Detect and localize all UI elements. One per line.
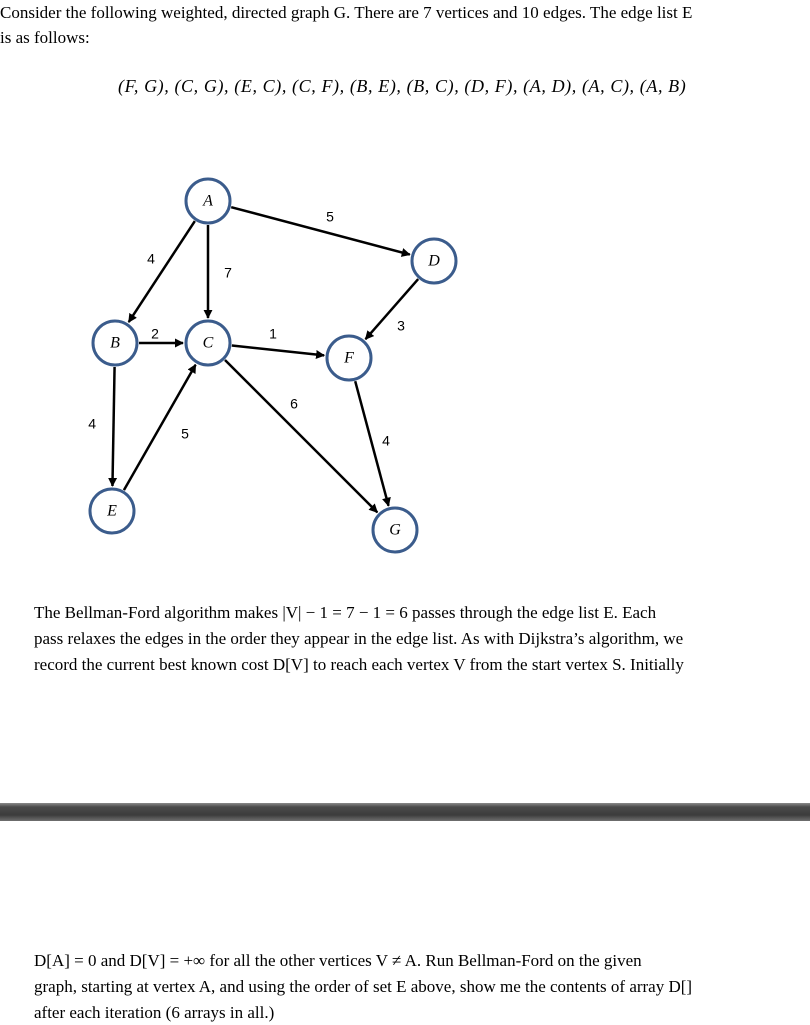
vertex-C — [186, 321, 230, 365]
edge-list: (F, G), (C, G), (E, C), (C, F), (B, E), (B, C), (D, F), (A, D), (A, C), (A, B) — [118, 76, 687, 96]
edge-weight-A-C: 7 — [224, 264, 232, 281]
edge-B-E — [112, 367, 114, 486]
intro-line-1: Consider the following weighted, directed graph G. There are 7 vertices and 10 edges. The edge list E — [0, 3, 693, 22]
task-line-2: graph, starting at vertex A, and using the order of set E above, show me the contents of array D[] — [34, 977, 693, 996]
vertex-B — [93, 321, 137, 365]
vertex-F — [327, 336, 371, 380]
edge-weight-D-F: 3 — [397, 317, 405, 334]
intro-line-2: is as follows: — [0, 28, 90, 47]
edge-A-B — [129, 221, 195, 322]
edge-weight-F-G: 4 — [382, 432, 390, 449]
vertex-label-B: B — [110, 334, 120, 352]
edge-weight-C-F: 1 — [269, 325, 277, 342]
bellman-ford-line-3: record the current best known cost D[V] to reach each vertex V from the start vertex S. Initially — [34, 655, 684, 674]
vertex-G — [373, 508, 417, 552]
vertex-label-G: G — [389, 521, 401, 539]
vertex-D — [412, 239, 456, 283]
edge-weight-E-C: 5 — [181, 425, 189, 442]
vertex-label-E: E — [107, 502, 117, 520]
vertex-label-F: F — [344, 349, 354, 367]
page-divider — [0, 803, 810, 821]
edge-weight-A-D: 5 — [326, 208, 334, 225]
vertex-label-A: A — [203, 192, 213, 210]
edge-D-F — [365, 279, 418, 339]
edge-weight-B-C: 2 — [151, 325, 159, 342]
vertex-label-C: C — [202, 334, 214, 352]
edge-A-D — [231, 207, 410, 254]
edge-weight-C-G: 6 — [290, 395, 298, 412]
vertex-E — [90, 489, 134, 533]
bellman-ford-line-1: The Bellman-Ford algorithm makes |V| − 1 = 7 − 1 = 6 passes through the edge list E. Each — [34, 603, 657, 622]
edge-weight-B-E: 4 — [88, 415, 96, 432]
vertex-label-D: D — [428, 252, 440, 270]
edge-weight-A-B: 4 — [147, 250, 155, 267]
vertex-A — [186, 179, 230, 223]
edge-C-F — [232, 346, 324, 356]
task-line-3: after each iteration (6 arrays in all.) — [34, 1003, 275, 1022]
bellman-ford-line-2: pass relaxes the edges in the order they appear in the edge list. As with Dijkstra’s algorithm, we — [34, 629, 684, 648]
task-line-1: D[A] = 0 and D[V] = +∞ for all the other vertices V ≠ A. Run Bellman-Ford on the given — [34, 951, 642, 970]
